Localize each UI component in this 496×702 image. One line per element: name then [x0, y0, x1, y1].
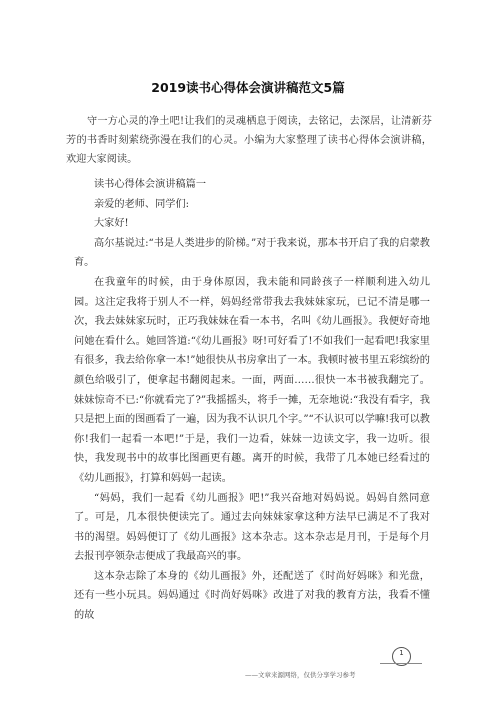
salutation: 亲爱的老师、同学们:: [94, 198, 190, 210]
section-heading: 读书心得体会演讲稿篇一: [94, 179, 207, 190]
paragraph: “妈妈，我们一起看《幼儿画报》吧!”我兴奋地对妈妈说。妈妈自然同意了。可是，几本很快便读完了。通过去向妹妹家拿这种方法早已满足不了我对书的渴望。妈妈便订了《幼儿画报》这本杂志。这本杂志是月刊，于是每个月去报刊亭领杂志便成了我最高兴的事。: [74, 492, 430, 563]
document-title: 2019读书心得体会演讲稿范文5篇: [151, 80, 345, 95]
footer-note: ——文章来源网络，仅供分享学习参考: [245, 671, 356, 679]
paragraph: 高尔基说过:“书是人类进步的阶梯。”对于我来说，那本书开启了我的启蒙教育。: [74, 237, 430, 269]
paragraph: 在我童年的时候，由于身体原因，我未能和同龄孩子一样顺利进入幼儿园。这注定我将于别人不一样，妈妈经常带我去我妹妹家玩，已记不清是哪一次，我去妹妹家玩时，正巧我妹妹在看一本书，名叫《幼儿画报》。我便好奇地问她在看什么。她回答道:“《幼儿画报》呀!可好看了!不如我们一起看吧!我家里有很多，我去给你拿一本!”她很快从书房拿出了一本。我顿时被书里五彩缤纷的颜色给吸引了，便拿起书翻阅起来。一面，两面……很快一本书被我翻完了。妹妹惊奇不已:“你就看完了?”我摇摇头，将手一摊，无奈地说:“我没有看字，我只是把上面的图画看了一遍，因为我不认识几个字。”“不认识可以学嘛!我可以教你!我们一起看一本吧!”于是，我们一边看，妹妹一边读文字，我一边听。很快，我发现书中的故事比图画更有趣。离开的时候，我带了几本她已经看过的《幼儿画报》，打算和妈妈一起读。: [74, 276, 430, 484]
page-number: 1: [392, 647, 411, 666]
paragraph: 这本杂志除了本身的《幼儿画报》外，还配送了《时尚好妈咪》和光盘，还有一些小玩具。妈妈通过《时尚好妈咪》改进了对我的教育方法，我看不懂的故: [74, 570, 430, 622]
footer-divider: [380, 663, 422, 664]
intro-paragraph: 守一方心灵的净土吧!让我们的灵魂栖息于阅读，去铭记，去深居，让清新芬芳的书香时刻萦绕弥漫在我们的心灵。小编为大家整理了读书心得体会演讲稿，欢迎大家阅读。: [66, 116, 432, 165]
greeting: 大家好!: [94, 218, 129, 230]
body-text: [74, 175, 430, 626]
